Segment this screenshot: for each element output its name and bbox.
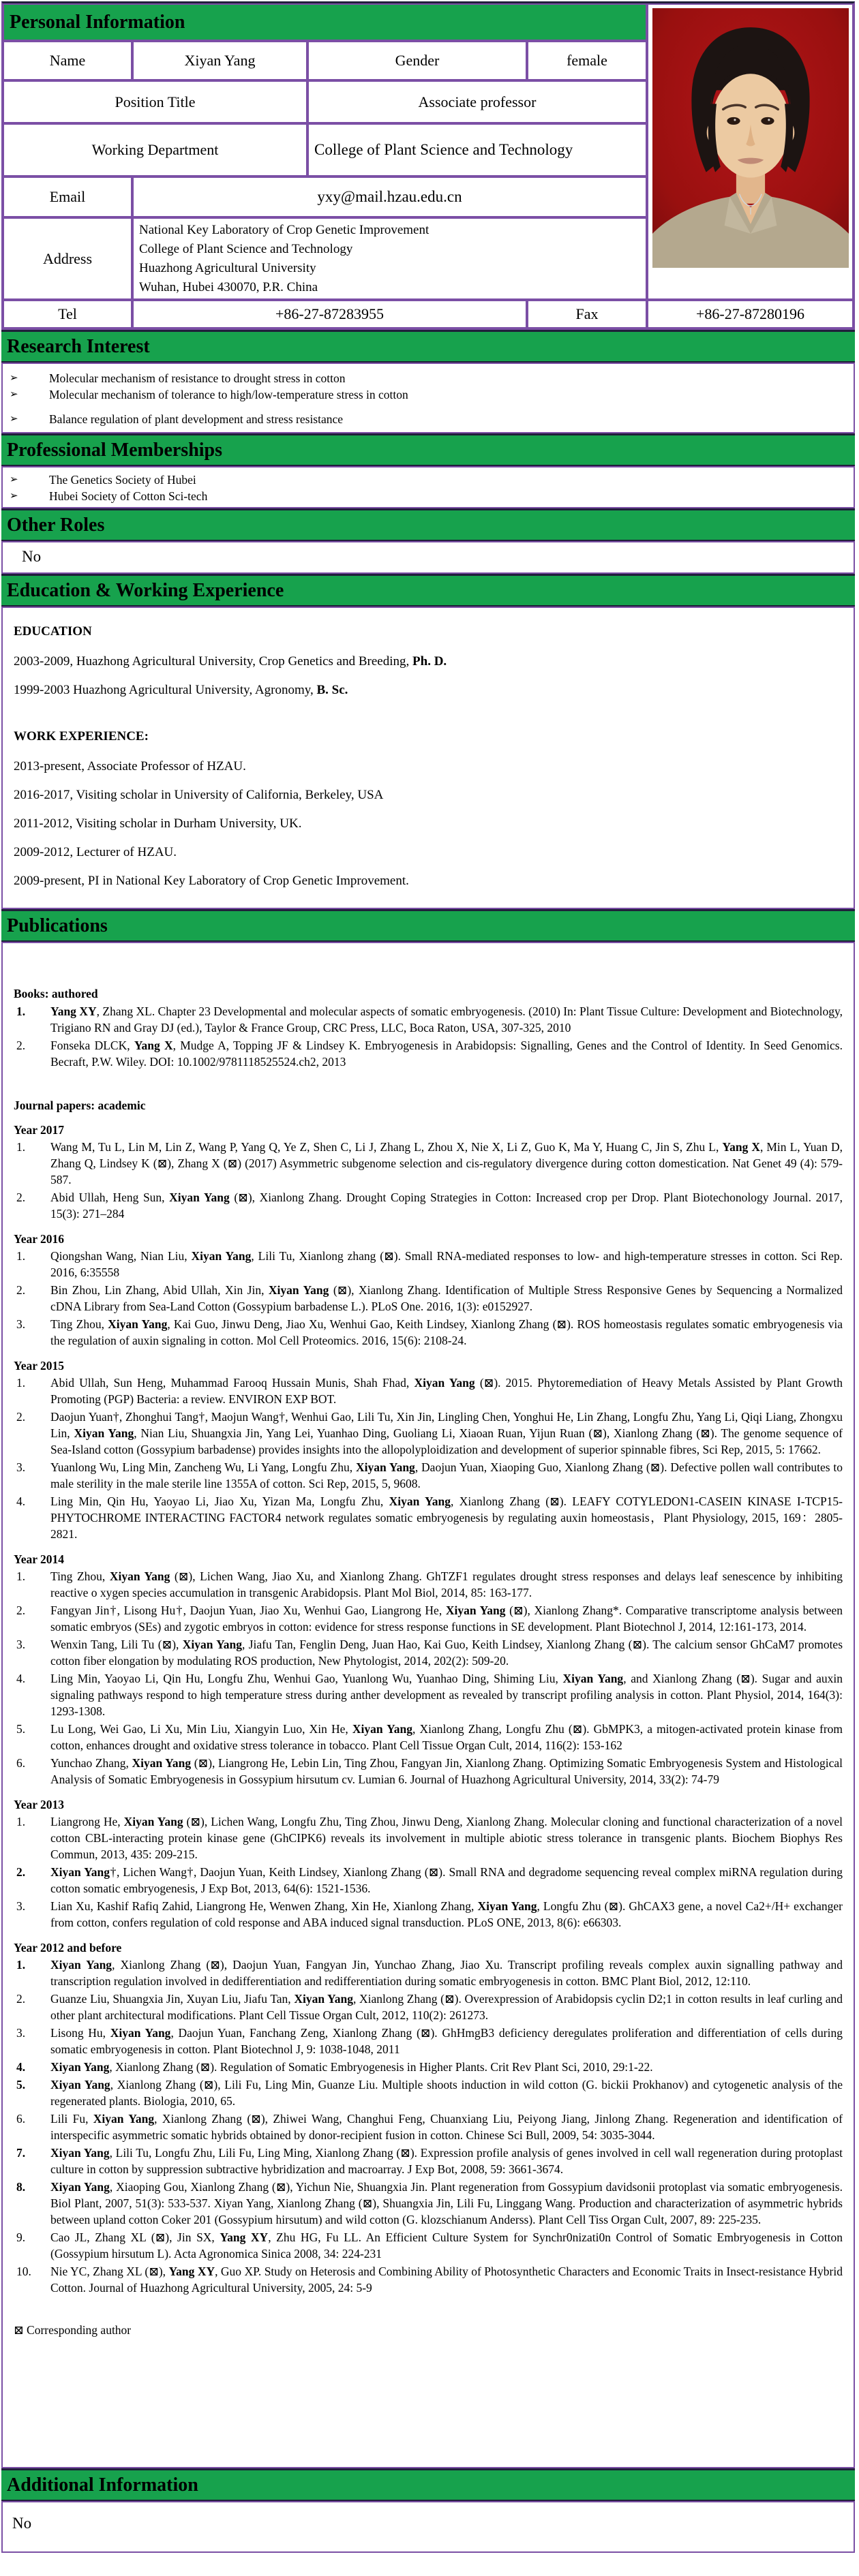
publication-item: [12, 1670, 845, 1719]
publication-number: 7.: [16, 2146, 26, 2160]
experience-line: 2009-2012, Lecturer of HZAU.: [14, 845, 177, 859]
name-label: Name: [3, 41, 132, 80]
publication-number: 6.: [16, 2112, 26, 2126]
experience-line: 2011-2012, Visiting scholar in Durham University, UK.: [14, 816, 302, 831]
section-header-research-interest: [1, 330, 855, 363]
publication-number: 2.: [16, 1992, 26, 2006]
publication-item: [12, 1755, 845, 1788]
publication-item: [12, 2179, 845, 2228]
year-publication-list: [12, 1248, 845, 1349]
section-title: Additional Information: [7, 2474, 198, 2496]
arrow-bullet-icon: ➢: [10, 373, 18, 384]
year-publication-list: [12, 1139, 845, 1222]
address-value: [132, 217, 647, 300]
publication-text: Lili Fu, Xiyan Yang, Xianlong Zhang (⊠), Zhiwei Wang, Changhui Feng, Chuanxiang Liu, Peiyong Jiang, Jinlong Zhang. Regeneration and identification of interspecific asymmetric somatic hybrids obtained by donor-recipient fusion in cotton. Chinese Sci Bull, 2009, 54: 3035-3044.: [50, 2112, 843, 2142]
arrow-bullet-icon: ➢: [10, 414, 18, 425]
arrow-bullet-icon: ➢: [10, 491, 18, 502]
publication-text: Lu Long, Wei Gao, Li Xu, Min Liu, Xiangyin Luo, Xin He, Xiyan Yang, Xianlong Zhang, Longfu Zhu (⊠). GbMPK3, a mitogen-activated protein kinase from cotton, enhances drought and oxidative stress tolerance in tobacco. Plant Cell Tissue Organ Cult, 2014, 116(2): 153-162: [50, 1722, 843, 1752]
section-other-roles: [1, 508, 855, 574]
publication-text: Yunchao Zhang, Xiyan Yang (⊠), Liangrong He, Lebin Lin, Ting Zhou, Fangyan Jin, Xianlong Zhang. Optimizing Somatic Embryogenesis System and Histological Analysis of Somatic Embryogenesis in Gossypium hirsutum cv. Lumian 6. Journal of Huazhong Agricultural University, 2014, 33(2): 74-79: [50, 1756, 843, 1786]
list-item-text: Balance regulation of plant development and stress resistance: [49, 412, 344, 426]
publication-number: 1.: [16, 1140, 26, 1154]
publication-text: Guanze Liu, Shuangxia Jin, Xuyan Liu, Jiafu Tan, Xiyan Yang, Xianlong Zhang (⊠). Overexpression of Arabidopsis cyclin D2;1 in cotton results in leaf curling and other plant architectural modifications. Plant Cell Tissue Organ Cult, 2012, 110(2): 261273.: [50, 1992, 843, 2022]
year-heading: Year 2012 and before: [14, 1941, 122, 1954]
publication-number: 4.: [16, 2060, 26, 2074]
address-line: Huazhong Agricultural University: [139, 260, 316, 275]
publication-number: 2.: [16, 1865, 26, 1879]
publication-item: [12, 1721, 845, 1753]
education-heading: EDUCATION: [14, 624, 92, 639]
year-publication-list: [12, 1375, 845, 1542]
publication-text: Ting Zhou, Xiyan Yang (⊠), Lichen Wang, Jiao Xu, and Xianlong Zhang. GhTZF1 regulates drought stress responses and delays leaf senescence by inhibiting reactive o xygen species accumulation in transgenic Arabidopsis. Plant Mol Biol, 2014, 85: 163-177.: [50, 1569, 843, 1599]
education-list: [14, 654, 843, 698]
section-publications: [1, 909, 855, 2468]
publications-content: [1, 942, 855, 2468]
year-heading: Year 2016: [14, 1232, 65, 1246]
address-line: College of Plant Science and Technology: [139, 241, 353, 256]
publication-number: 2.: [16, 1039, 26, 1052]
publication-item: [12, 1898, 845, 1931]
arrow-bullet-icon: ➢: [10, 389, 18, 400]
publication-number: 3.: [16, 1317, 26, 1331]
journal-papers-groups: [12, 1123, 845, 2296]
experience-line: 2013-present, Associate Professor of HZAU.: [14, 759, 246, 773]
list-item: [3, 371, 854, 386]
publication-text: Xiyan Yang, Xianlong Zhang (⊠), Daojun Yuan, Fangyan Jin, Yunchao Zhang, Jiao Xu. Transcript profiling reveals complex auxin signalling pathway and transcription regulation involved in dedifferentiation and redifferentiation during somatic embryogenesis in cotton. BMC Plant Biol, 2012, 12:110.: [50, 1958, 843, 1988]
publication-item: [12, 1282, 845, 1315]
publication-number: 2.: [16, 1191, 26, 1204]
publication-text: Yang XY, Zhang XL. Chapter 23 Developmental and molecular aspects of somatic embryogenesis. (2010) In: Plant Tissue Culture: Development and Biotechnology, Trigiano RN and Gray DJ (ed.), Taylor & France Group, CRC Press, LLC, Boca Raton, USA, 307-325, 2010: [50, 1005, 843, 1034]
section-title: Personal Information: [10, 12, 185, 33]
publication-text: Wenxin Tang, Lili Tu (⊠), Xiyan Yang, Jiafu Tan, Fenglin Deng, Juan Hao, Kai Guo, Keith Lindsey, Xianlong Zhang (⊠). The calcium sensor GhCaM7 promotes cotton fiber elongation by modulating ROS production, New Phytologist, 2014, 202(2): 509-20.: [50, 1638, 843, 1668]
year-heading: Year 2013: [14, 1798, 65, 1811]
publication-number: 2.: [16, 1410, 26, 1424]
publication-item: [12, 1813, 845, 1862]
publication-text: Ling Min, Qin Hu, Yaoyao Li, Jiao Xu, Yizan Ma, Longfu Zhu, Xiyan Yang, Xianlong Zhang (⊠). LEAFY COTYLEDON1-CASEIN KINASE I-TCP15-PHYTOCHROME INTERACTING FACTOR4 network regulates somatic embryogenesis by regulating auxin homeostasis，Plant Physiology, 2015, 169：2805-2821.: [50, 1494, 843, 1541]
journal-papers-heading: Journal papers: academic: [14, 1099, 146, 1112]
publication-item: [12, 1991, 845, 2023]
publication-item: [12, 2145, 845, 2177]
publication-number: 4.: [16, 1494, 26, 1508]
publication-number: 3.: [16, 2026, 26, 2040]
research-interest-list: [1, 363, 855, 433]
publication-text: Nie YC, Zhang XL (⊠), Yang XY, Guo XP. Study on Heterosis and Combining Ability of Photosynthetic Characters and Economic Traits in Insect-resistance Hybrid Cotton. Journal of Huazhong Agricultural University, 2005, 24: 5-9: [50, 2265, 843, 2295]
section-research-interest: [1, 330, 855, 433]
publication-number: 4.: [16, 1672, 26, 1685]
publication-text: Lian Xu, Kashif Rafiq Zahid, Liangrong He, Wenwen Zhang, Xin He, Xianlong Zhang, Xiyan Yang, Longfu Zhu (⊠). GhCAX3 gene, a novel Ca2+/H+ exchanger from cotton, confers regulation of cold response and ABA induced signal transduction. PLoS ONE, 2013, 8(6): e66303.: [50, 1899, 843, 1929]
publication-item: [12, 1316, 845, 1349]
tel-label: Tel: [3, 300, 132, 328]
list-item-text: Molecular mechanism of resistance to drought stress in cotton: [49, 371, 346, 385]
publication-number: 2.: [16, 1283, 26, 1297]
publication-text: Abid Ullah, Heng Sun, Xiyan Yang (⊠), Xianlong Zhang. Drought Coping Strategies in Cotton: Increased crop per Drop. Plant Biotechonology Journal. 2017, 15(3): 271–284: [50, 1191, 843, 1221]
experience-line: 1999-2003 Huazhong Agricultural University, Agronomy, B. Sc.: [14, 683, 348, 697]
publication-text: Wang M, Tu L, Lin M, Lin Z, Wang P, Yang Q, Ye Z, Shen C, Li J, Zhang L, Zhou X, Nie X, Li Z, Guo K, Ma Y, Huang C, Jin S, Zhu L, Yang X, Min L, Yuan D, Zhang Q, Lindsey K (⊠), Zhang X (⊠) (2017) Asymmetric subgenome selection and cis-regulatory divergence during cotton domestication. Nat Genet 49 (4): 579-587.: [50, 1140, 843, 1186]
publication-number: 6.: [16, 1756, 26, 1770]
publication-number: 1.: [16, 1569, 26, 1583]
section-title: Research Interest: [7, 335, 150, 357]
publication-item: [12, 2111, 845, 2143]
working-department-value: College of Plant Science and Technology: [307, 123, 647, 177]
publication-item: [12, 1003, 845, 1036]
publication-text: Xiyan Yang, Xianlong Zhang (⊠), Lili Fu, Ling Min, Guanze Liu. Multiple shoots induction in wild cotton (G. bickii Prokhanov) and cytogenetic analysis of the regenerated plants. Biologia, 2010, 65.: [50, 2078, 843, 2108]
experience-line: 2003-2009, Huazhong Agricultural University, Crop Genetics and Breeding, Ph. D.: [14, 654, 447, 669]
email-value: yxy@mail.hzau.edu.cn: [132, 177, 647, 217]
profile-photo: [652, 8, 849, 268]
publication-number: 2.: [16, 1604, 26, 1617]
section-title: Education & Working Experience: [7, 579, 284, 601]
publication-item: [12, 2076, 845, 2109]
list-item: [3, 489, 854, 504]
gender-label: Gender: [307, 41, 527, 80]
publication-number: 3.: [16, 1460, 26, 1474]
personal-info-table: [1, 1, 855, 330]
publication-item: [12, 1139, 845, 1188]
publication-item: [12, 2025, 845, 2057]
list-item: [3, 473, 854, 487]
portrait-illustration: [652, 8, 849, 268]
publication-item: [12, 1568, 845, 1601]
other-roles-content: [1, 541, 855, 574]
publication-text: Ting Zhou, Xiyan Yang, Kai Guo, Jinwu Deng, Jiao Xu, Wenhui Gao, Keith Lindsey, Xianlong Zhang (⊠). ROS homeostasis regulates somatic embryogenesis via the regulation of auxin signaling in cotton. Mol Cell Proteomics. 2016, 15(6): 2108-24.: [50, 1317, 843, 1347]
other-roles-value: No: [22, 548, 42, 565]
publication-number: 10.: [16, 2265, 31, 2278]
year-publication-list: [12, 1568, 845, 1788]
address-line: Wuhan, Hubei 430070, P.R. China: [139, 279, 318, 294]
section-header-education-working-experience: [1, 574, 855, 607]
publication-item: [12, 1459, 845, 1492]
publication-text: Xiyan Yang, Xianlong Zhang (⊠). Regulation of Somatic Embryogenesis in Higher Plants. Crit Rev Plant Sci, 2010, 29:1-22.: [50, 2060, 653, 2074]
publication-item: [12, 1636, 845, 1669]
books-list: [12, 1003, 845, 1070]
publication-text: Liangrong He, Xiyan Yang (⊠), Lichen Wang, Longfu Zhu, Ting Zhou, Jinwu Deng, Xianlong Zhang. Molecular cloning and functional characterization of a novel cotton CBL-interacting protein kinase gene (GhCIPK6) reveals its involvement in multiple abiotic stress tolerance in transgenic plants. Biochem Biophys Res Commun, 2013, 435: 209-215.: [50, 1815, 843, 1861]
experience-line: 2016-2017, Visiting scholar in University of California, Berkeley, USA: [14, 788, 384, 802]
publication-text: Xiyan Yang, Xiaoping Gou, Xianlong Zhang (⊠), Yichun Nie, Shuangxia Jin. Plant regeneration from Gossypium davidsonii protoplast via somatic embryogenesis. Biol Plant, 2007, 51(3): 533-537. Xiyan Yang, Xianlong Zhang (⊠), Shuangxia Jin, Lili Fu, Linggang Wang. Production and characterization of asymmetric hybrids between upland cotton Coker 201 (Gossypium hirsutum) and wild cotton (G. klozschianum Anderss). Plant Cell Tiss Organ Cult, 2007, 89: 225-235.: [50, 2180, 843, 2226]
publication-number: 1.: [16, 1249, 26, 1263]
publication-item: [12, 1248, 845, 1281]
publication-number: 3.: [16, 1638, 26, 1651]
publication-number: 8.: [16, 2180, 26, 2194]
publication-text: Xiyan Yang, Lili Tu, Longfu Zhu, Lili Fu, Ling Ming, Xianlong Zhang (⊠). Expression profile analysis of genes involved in cell wall regeneration during protoplast culture in cotton by suppression subtractive hybridization and macroarray. J Exp Bot, 2008, 59: 3661-3674.: [50, 2146, 843, 2176]
section-title: Publications: [7, 915, 108, 936]
publication-text: Bin Zhou, Lin Zhang, Abid Ullah, Xin Jin, Xiyan Yang (⊠), Xianlong Zhang. Identification of Multiple Stress Responsive Genes by Sequencing a Normalized cDNA Library from Sea-Land Cotton (Gossypium barbadense L.). PLoS One. 2016, 1(3): e0152927.: [50, 1283, 843, 1313]
year-heading: Year 2017: [14, 1123, 65, 1137]
address-line: National Key Laboratory of Crop Genetic Improvement: [139, 222, 430, 237]
position-title-value: Associate professor: [307, 80, 647, 123]
section-header-other-roles: [1, 508, 855, 541]
publication-item: [12, 2229, 845, 2262]
list-item: [3, 388, 854, 402]
publication-number: 1.: [16, 1005, 26, 1018]
section-title: Professional Memberships: [7, 439, 223, 461]
section-header-professional-memberships: [1, 433, 855, 466]
list-item-text: Molecular mechanism of tolerance to high/low-temperature stress in cotton: [49, 388, 408, 401]
address-label: Address: [3, 217, 132, 300]
publication-item: [12, 1189, 845, 1222]
publication-number: 1.: [16, 1958, 26, 1972]
section-header-publications: [1, 909, 855, 942]
section-header-additional-information: [1, 2468, 855, 2501]
list-item: [3, 412, 854, 427]
publication-text: Qiongshan Wang, Nian Liu, Xiyan Yang, Lili Tu, Xianlong zhang (⊠). Small RNA-mediated responses to low- and high-temperature stresses in cotton. Sci Rep. 2016, 6:35558: [50, 1249, 843, 1279]
working-department-label: Working Department: [3, 123, 307, 177]
profile-photo-cell: [647, 3, 854, 300]
year-publication-list: [12, 1813, 845, 1931]
publication-text: Ling Min, Yaoyao Li, Qin Hu, Longfu Zhu, Wenhui Gao, Yuanlong Wu, Yuanhao Ding, Shiming Liu, Xiyan Yang, and Xianlong Zhang (⊠). Sugar and auxin signaling pathways respond to high temperature stress during anther development as revealed by transcript profiling analysis in cotton. Plant Physiol, 2014, 164(3): 1293-1308.: [50, 1672, 843, 1718]
section-additional-information: [1, 2468, 855, 2553]
name-value: Xiyan Yang: [132, 41, 307, 80]
publication-text: Abid Ullah, Sun Heng, Muhammad Farooq Hussain Munis, Shah Fhad, Xiyan Yang (⊠). 2015. Phytoremediation of Heavy Metals Assisted by Plant Growth Promoting (PGP) Bacteria: a review. ENVIRON EXP BOT.: [50, 1376, 843, 1406]
arrow-bullet-icon: ➢: [10, 474, 18, 485]
publication-text: Fangyan Jin†, Lisong Hu†, Daojun Yuan, Jiao Xu, Wenhui Gao, Liangrong He, Xiyan Yang (⊠), Xianlong Zhang*. Comparative transcriptome analysis between somatic embryos (SEs) and zygotic embryos in cotton: evidence for stress response functions in SE development. Plant Biotechnol J, 2014, 12:161-173, 2014.: [50, 1604, 843, 1634]
section-professional-memberships: [1, 433, 855, 508]
publication-item: [12, 1864, 845, 1897]
work-experience-list: [14, 759, 843, 889]
publication-item: [12, 1409, 845, 1458]
year-heading: Year 2014: [14, 1552, 65, 1566]
publication-number: 3.: [16, 1899, 26, 1913]
publication-item: [12, 2263, 845, 2296]
publication-number: 5.: [16, 2078, 26, 2091]
fax-value: +86-27-87280196: [647, 300, 854, 328]
position-title-label: Position Title: [3, 80, 307, 123]
publication-item: [12, 1957, 845, 1989]
publication-item: [12, 1493, 845, 1542]
publication-number: 5.: [16, 1722, 26, 1736]
section-header-personal-information: [3, 3, 647, 41]
publication-item: [12, 1375, 845, 1407]
tel-value: +86-27-87283955: [132, 300, 527, 328]
publication-text: Cao JL, Zhang XL (⊠), Jin SX, Yang XY, Zhu HG, Fu LL. An Efficient Culture System for Synchr0nizati0n Control of Somatic Embryogenesis in Cotton (Gossypium hirsutum L). Acta Agronomica Sinica 2008, 34: 224-231: [50, 2230, 843, 2260]
list-item-text: Hubei Society of Cotton Sci-tech: [49, 489, 208, 503]
books-heading: Books: authored: [14, 987, 98, 1000]
publication-text: Lisong Hu, Xiyan Yang, Daojun Yuan, Fanchang Zeng, Xianlong Zhang (⊠). GhHmgB3 deficiency deregulates proliferation and differentiation of cells during somatic embryogenesis in cotton. Plant Biotechnol J, 9: 1038-1048, 2011: [50, 2026, 843, 2056]
publication-number: 9.: [16, 2230, 26, 2244]
year-heading: Year 2015: [14, 1359, 65, 1373]
publication-number: 1.: [16, 1815, 26, 1828]
gender-value: female: [527, 41, 647, 80]
email-label: Email: [3, 177, 132, 217]
work-experience-heading: WORK EXPERIENCE:: [14, 729, 149, 743]
publication-item: [12, 1037, 845, 1070]
publication-item: [12, 1602, 845, 1635]
section-education-working-experience: [1, 574, 855, 909]
year-publication-list: [12, 1957, 845, 2296]
publication-text: Yuanlong Wu, Ling Min, Zancheng Wu, Li Yang, Longfu Zhu, Xiyan Yang, Daojun Yuan, Xiaoping Guo, Xianlong Zhang (⊠). Defective pollen wall contributes to male sterility in the male sterile line 1355A of cotton. Sci Rep, 2015, 5, 9608.: [50, 1460, 843, 1490]
fax-label: Fax: [527, 300, 647, 328]
memberships-list: [1, 466, 855, 508]
experience-line: 2009-present, PI in National Key Laboratory of Crop Genetic Improvement.: [14, 874, 409, 888]
corresponding-author-note: ⊠ Corresponding author: [14, 2323, 132, 2337]
publication-text: Xiyan Yang†, Lichen Wang†, Daojun Yuan, Keith Lindsey, Xianlong Zhang (⊠). Small RNA and degradome sequencing reveal complex miRNA regulation during cotton somatic embryogenesis, J Exp Bot, 2013, 64(6): 1521-1536.: [50, 1865, 843, 1895]
additional-information-content: [1, 2501, 855, 2553]
publication-item: [12, 2059, 845, 2075]
additional-information-value: No: [12, 2515, 32, 2532]
section-title: Other Roles: [7, 514, 105, 536]
publication-number: 1.: [16, 1376, 26, 1390]
publication-text: Daojun Yuan†, Zhonghui Tang†, Maojun Wang†, Wenhui Gao, Lili Tu, Xin Jin, Lingling Chen, Yonghui He, Lin Zhang, Longfu Zhu, Yang Li, Qiqi Liang, Zhongxu Lin, Xiyan Yang, Nian Liu, Shuangxia Jin, Yang Lei, Yuanhao Ding, Guoliang Li, Xiaoan Ruan, Yijun Ruan (⊠), Xianlong Zhang (⊠). The genome sequence of Sea-Island cotton (Gossypium barbadense) provides insights into the allopolyploidization and development of superior spinnable fibres, Sci Rep, 2015, 5: 17662.: [50, 1410, 843, 1456]
experience-content: [1, 607, 855, 909]
list-item-text: The Genetics Society of Hubei: [49, 473, 196, 487]
publication-text: Fonseka DLCK, Yang X, Mudge A, Topping JF & Lindsey K. Embryogenesis in Arabidopsis: Signalling, Genes and the Control of Identity. In Seed Genomics. Becraft, P.W. Wiley. DOI: 10.1002/9781118525524.ch2, 2013: [50, 1039, 843, 1069]
